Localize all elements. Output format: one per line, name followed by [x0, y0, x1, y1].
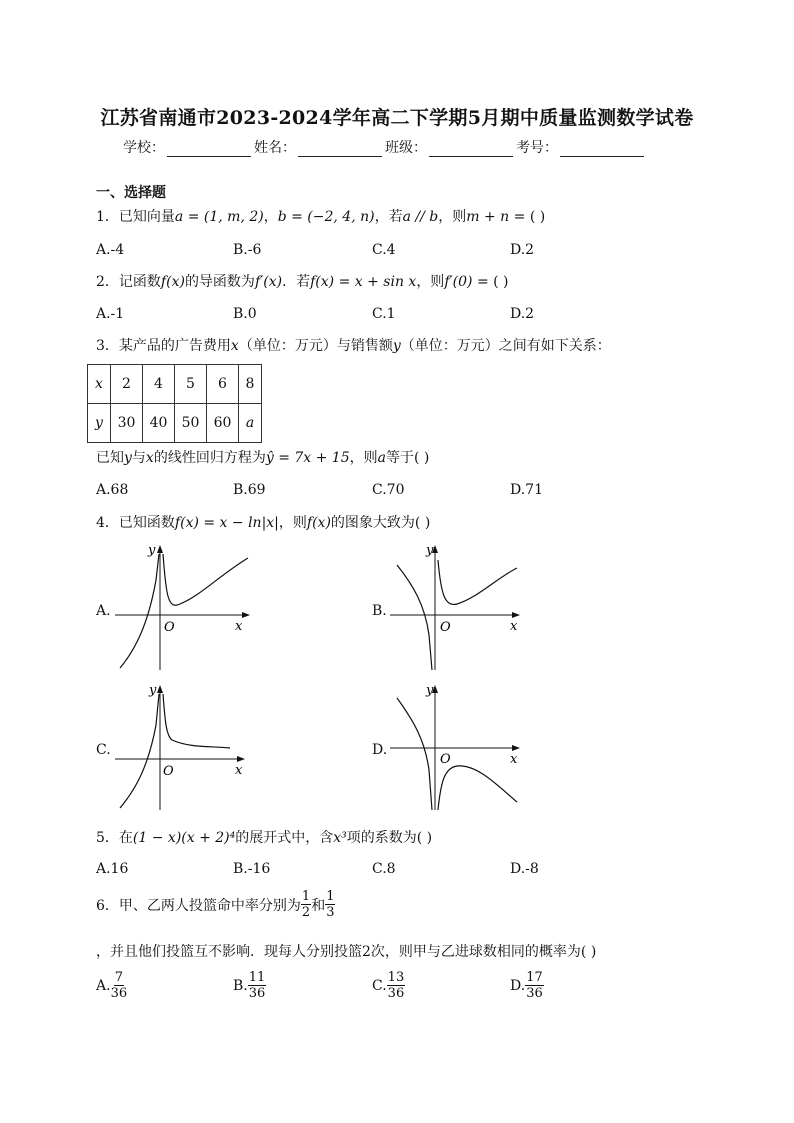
table-cell: 4 — [143, 365, 175, 404]
fraction-denominator: 36 — [526, 986, 543, 1001]
q1-option-c: C.4 — [372, 242, 396, 258]
q6-and: 和 — [311, 897, 326, 914]
q1-tail: = ( ) — [509, 209, 546, 225]
x-arrow-icon — [237, 756, 245, 762]
q2-stem-b: 的导函数为 — [184, 274, 255, 290]
fraction-numerator: 1 — [301, 889, 311, 904]
q3-option-a: A.68 — [96, 482, 129, 498]
q4-graph-a — [110, 540, 255, 675]
x-arrow-icon — [512, 612, 520, 618]
q6-option-d — [510, 970, 544, 1001]
q4-graph-b — [385, 540, 530, 675]
q6-stem: 6．甲、乙两人投篮命中率分别为 — [96, 897, 301, 914]
page-title: 江苏省南通市2023-2024学年高二下学期5月期中质量监测数学试卷 — [100, 107, 694, 129]
q5-option-a: A.16 — [96, 861, 129, 877]
q1-sep: ， — [263, 209, 278, 225]
q3-line-x: x — [145, 450, 154, 466]
table-cell: x — [88, 365, 111, 404]
q3-line-text: 与 — [131, 450, 146, 466]
curve-right — [163, 554, 248, 605]
q1-stem: 1．已知向量 — [96, 209, 175, 225]
x-axis-label: x — [510, 619, 518, 634]
option-label: B. — [233, 977, 248, 994]
fraction-numerator: 7 — [114, 970, 123, 985]
y-arrow-icon — [157, 685, 163, 693]
name-label: 姓名： — [254, 140, 296, 156]
table-cell: 30 — [111, 404, 143, 443]
q6-option-c — [372, 970, 405, 1001]
q2-stem-d: ，则 — [416, 274, 445, 290]
x-arrow-icon — [512, 745, 520, 751]
q4-stem-c: 的图象大致为( ) — [330, 515, 431, 531]
q3-line-y: y — [124, 450, 132, 466]
q3-option-b: B.69 — [233, 482, 266, 498]
q6-fraction-third — [325, 889, 335, 920]
section-heading: 一、选择题 — [96, 185, 166, 201]
q6-option-a — [96, 970, 127, 1001]
question-1 — [96, 206, 545, 226]
name-blank — [298, 141, 382, 157]
q3-data-table — [87, 364, 262, 443]
class-label: 班级： — [385, 140, 427, 156]
q2-option-d: D.2 — [510, 306, 535, 322]
option-fraction — [525, 970, 544, 1001]
q4-stem-b: ，则 — [278, 515, 307, 531]
q4-fx: f(x) — [306, 515, 331, 531]
q3-line-text: 等于( ) — [385, 450, 430, 466]
school-label: 学校： — [123, 140, 165, 156]
q2-fp0: f′(0) — [444, 274, 473, 290]
q2-option-a: A.-1 — [96, 306, 125, 322]
number-blank — [560, 141, 644, 157]
q3-line-a: a — [377, 450, 386, 466]
table-cell: 2 — [111, 365, 143, 404]
x-axis-label: x — [510, 752, 518, 767]
curve-right — [438, 560, 517, 604]
curve-left — [120, 554, 159, 668]
q6-option-b — [233, 970, 266, 1001]
table-row — [88, 365, 262, 404]
origin-label: O — [164, 620, 175, 635]
y-arrow-icon — [157, 545, 163, 553]
curve-right — [163, 694, 230, 748]
option-fraction — [111, 970, 128, 1001]
curve-left — [397, 698, 432, 810]
table-cell: 5 — [175, 365, 207, 404]
fraction-numerator: 1 — [326, 889, 335, 904]
table-cell: 40 — [143, 404, 175, 443]
curve-right — [438, 766, 517, 810]
fraction-denominator: 36 — [110, 986, 128, 1001]
q5-term: x³ — [333, 830, 347, 846]
q4-option-d: D. — [372, 742, 388, 758]
question-3 — [96, 335, 611, 355]
table-cell: 8 — [239, 365, 262, 404]
fraction-denominator: 2 — [301, 905, 311, 920]
q2-option-b: B.0 — [233, 306, 257, 322]
table-cell: 50 — [175, 404, 207, 443]
q1-option-b: B.-6 — [233, 242, 262, 258]
q4-option-b: B. — [372, 603, 387, 619]
q3-regression-line — [96, 447, 429, 467]
q1-vector-a: a = (1, m, 2) — [174, 209, 264, 225]
q5-option-b: B.-16 — [233, 861, 271, 877]
y-axis-label: y — [149, 683, 157, 698]
q3-option-d: D.71 — [510, 482, 543, 498]
q5-stem-c: 项的系数为( ) — [346, 830, 433, 846]
q6-line-2: ，并且他们投篮互不影响．现每人分别投篮2次，则甲与乙进球数相同的概率为( ) — [96, 944, 597, 960]
curve-left — [397, 565, 432, 670]
question-2 — [96, 271, 509, 291]
x-axis-label: x — [235, 763, 243, 778]
q1-option-a: A.-4 — [96, 242, 125, 258]
y-axis-label: y — [426, 543, 434, 558]
q4-stem: 4．已知函数 — [96, 515, 175, 531]
student-info-line — [123, 137, 647, 157]
q2-fpx: f′(x) — [254, 274, 283, 290]
q5-stem-b: 的展开式中，含 — [235, 830, 334, 846]
q1-then: ，则 — [438, 209, 467, 225]
curve-left — [120, 694, 159, 808]
fraction-numerator: 13 — [387, 970, 405, 985]
origin-label: O — [440, 620, 451, 635]
question-6 — [96, 889, 335, 920]
q2-def: f(x) = x + sin x — [310, 274, 417, 290]
option-fraction — [248, 970, 267, 1001]
q4-def: f(x) = x − ln|x| — [174, 515, 279, 531]
q3-stem-c: （单位：万元）之间有如下关系： — [400, 338, 611, 354]
fraction-denominator: 36 — [387, 986, 405, 1001]
fraction-denominator: 36 — [248, 986, 266, 1001]
q3-y: y — [392, 338, 401, 354]
q5-option-d: D.-8 — [510, 861, 539, 877]
question-5 — [96, 827, 432, 847]
q4-option-a: A. — [96, 603, 111, 619]
q2-tail: = ( ) — [472, 274, 509, 290]
option-label: C. — [372, 977, 387, 994]
q5-stem: 5．在 — [96, 830, 133, 846]
q1-expr: m + n — [466, 209, 510, 225]
q4-graph-d — [385, 680, 530, 815]
q3-regression-equation: ŷ = 7x + 15 — [265, 450, 350, 466]
table-cell: 60 — [207, 404, 239, 443]
table-cell: a — [239, 404, 262, 443]
q3-stem-b: （单位：万元）与销售额 — [238, 338, 393, 354]
x-axis-label: x — [235, 619, 243, 634]
q1-option-d: D.2 — [510, 242, 535, 258]
q3-line-text: 已知 — [96, 450, 124, 466]
q2-stem: 2．记函数 — [96, 274, 161, 290]
school-blank — [167, 141, 251, 157]
origin-label: O — [163, 764, 174, 779]
q4-option-c: C. — [96, 742, 111, 758]
q3-x: x — [230, 338, 239, 354]
fraction-numerator: 17 — [526, 970, 543, 985]
q3-line-text: ，则 — [349, 450, 378, 466]
table-row — [88, 404, 262, 443]
q5-option-c: C.8 — [372, 861, 396, 877]
class-blank — [429, 141, 513, 157]
option-label: A. — [96, 977, 111, 994]
origin-label: O — [440, 752, 451, 767]
fraction-denominator: 3 — [326, 905, 335, 920]
q4-graph-c — [110, 680, 255, 815]
table-cell: y — [88, 404, 111, 443]
q3-option-c: C.70 — [372, 482, 405, 498]
table-cell: 6 — [207, 365, 239, 404]
option-label: D. — [510, 977, 526, 994]
q2-stem-c: ．若 — [282, 274, 311, 290]
y-axis-label: y — [426, 683, 434, 698]
q2-option-c: C.1 — [372, 306, 396, 322]
q3-stem: 3．某产品的广告费用 — [96, 338, 231, 354]
q3-line-text: 的线性回归方程为 — [153, 450, 266, 466]
number-label: 考号： — [516, 140, 558, 156]
fraction-numerator: 11 — [248, 970, 266, 985]
question-4 — [96, 512, 430, 532]
q6-fraction-half — [301, 889, 311, 920]
q1-vector-b: b = (−2, 4, n) — [277, 209, 375, 225]
q5-expr: (1 − x)(x + 2)⁴ — [132, 830, 236, 846]
q2-fx: f(x) — [160, 274, 185, 290]
option-fraction — [387, 970, 406, 1001]
x-arrow-icon — [242, 612, 250, 618]
q1-cond: ，若 — [374, 209, 403, 225]
y-axis-label: y — [148, 543, 156, 558]
q1-parallel: a // b — [402, 209, 439, 225]
